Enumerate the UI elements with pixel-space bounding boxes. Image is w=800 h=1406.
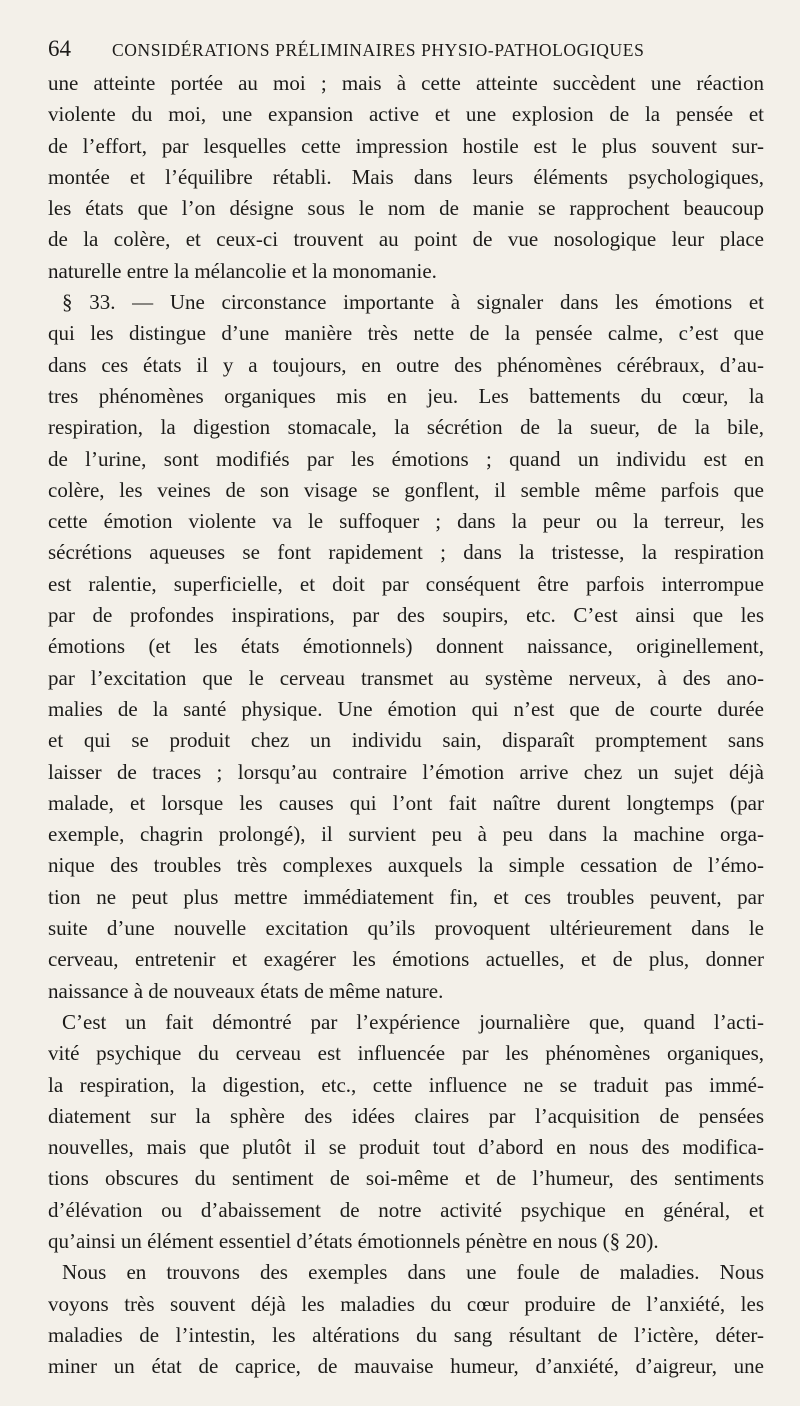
text-line: naissance à de nouveaux états de même nature. (48, 978, 444, 1003)
text-line: émotions (et les états émotionnels) donnent naissance, originellement, (48, 634, 764, 659)
text-line: naturelle entre la mélancolie et la monomanie. (48, 258, 437, 283)
text-line: malade, et lorsque les causes qui l’ont fait naître durent longtemps (par (48, 790, 764, 815)
text-line: sécrétions aqueuses se font rapidement ; dans la tristesse, la respiration (48, 540, 764, 565)
text-line: qu’ainsi un élément essentiel d’états émotionnels pénètre en nous (§ 20). (48, 1228, 659, 1253)
text-line: les états que l’on désigne sous le nom de manie se rapprochent beaucoup (48, 196, 764, 221)
text-line: suite d’une nouvelle excitation qu’ils provoquent ultérieurement dans le (48, 916, 764, 941)
text-line: de l’urine, sont modifiés par les émotions ; quand un individu est en (48, 446, 764, 471)
page-number: 64 (48, 36, 71, 61)
text-line: malies de la santé physique. Une émotion qui n’est que de courte durée (48, 696, 764, 721)
text-line: miner un état de caprice, de mauvaise humeur, d’anxiété, d’aigreur, une (48, 1354, 764, 1379)
text-line: nique des troubles très complexes auxquels la simple cessation de l’émo- (48, 853, 764, 878)
text-line: la respiration, la digestion, etc., cette influence ne se traduit pas immé- (48, 1072, 764, 1097)
text-line: montée et l’équilibre rétabli. Mais dans leurs éléments psychologiques, (48, 164, 764, 189)
text-line: colère, les veines de son visage se gonflent, il semble même parfois que (48, 477, 764, 502)
text-line: d’élévation ou d’abaissement de notre activité psychique en général, et (48, 1197, 764, 1222)
text-line: maladies de l’intestin, les altérations du sang résultant de l’ictère, déter- (48, 1322, 764, 1347)
text-line: qui les distingue d’une manière très nette de la pensée calme, c’est que (48, 321, 764, 346)
text-line: § 33. — Une circonstance importante à signaler dans les émotions et (62, 290, 764, 315)
text-line: de l’effort, par lesquelles cette impression hostile est le plus souvent sur- (48, 133, 764, 158)
text-body (48, 68, 764, 1382)
text-line: est ralentie, superficielle, et doit par conséquent être parfois interrompue (48, 571, 764, 596)
text-line: cette émotion violente va le suffoquer ; dans la peur ou la terreur, les (48, 509, 764, 534)
text-line: diatement sur la sphère des idées claires par l’acquisition de pensées (48, 1103, 764, 1128)
text-line: et qui se produit chez un individu sain, disparaît promptement sans (48, 728, 764, 753)
text-line: violente du moi, une expansion active et une explosion de la pensée et (48, 102, 764, 127)
running-title: CONSIDÉRATIONS PRÉLIMINAIRES PHYSIO-PATHOLOGIQUES (112, 40, 645, 60)
text-line: cerveau, entretenir et exagérer les émotions actuelles, et de plus, donner (48, 947, 764, 972)
text-line: C’est un fait démontré par l’expérience journalière que, quand l’acti- (62, 1009, 764, 1034)
text-line: exemple, chagrin prolongé), il survient peu à peu dans la machine orga- (48, 822, 764, 847)
text-line: tion ne peut plus mettre immédiatement fin, et ces troubles peuvent, par (48, 884, 764, 909)
text-line: une atteinte portée au moi ; mais à cette atteinte succèdent une réaction (48, 71, 764, 95)
text-line: vité psychique du cerveau est influencée par les phénomènes organiques, (48, 1041, 764, 1066)
text-line: Nous en trouvons des exemples dans une foule de maladies. Nous (62, 1260, 764, 1285)
text-line: dans ces états il y a toujours, en outre des phénomènes cérébraux, d’au- (48, 352, 764, 377)
text-line: nouvelles, mais que plutôt il se produit tout d’abord en nous des modifica- (48, 1135, 764, 1160)
page-header (48, 36, 764, 66)
text-line: par l’excitation que le cerveau transmet au système nerveux, à des ano- (48, 665, 764, 690)
text-line: laisser de traces ; lorsqu’au contraire l’émotion arrive chez un sujet déjà (48, 759, 764, 784)
text-line: tions obscures du sentiment de soi-même et de l’humeur, des sentiments (48, 1166, 764, 1191)
text-line: tres phénomènes organiques mis en jeu. Les battements du cœur, la (48, 383, 764, 408)
text-line: respiration, la digestion stomacale, la sécrétion de la sueur, de la bile, (48, 415, 764, 440)
text-line: de la colère, et ceux-ci trouvent au point de vue nosologique leur place (48, 227, 764, 252)
text-line: voyons très souvent déjà les maladies du cœur produire de l’anxiété, les (48, 1291, 764, 1316)
text-line: par de profondes inspirations, par des soupirs, etc. C’est ainsi que les (48, 603, 764, 628)
